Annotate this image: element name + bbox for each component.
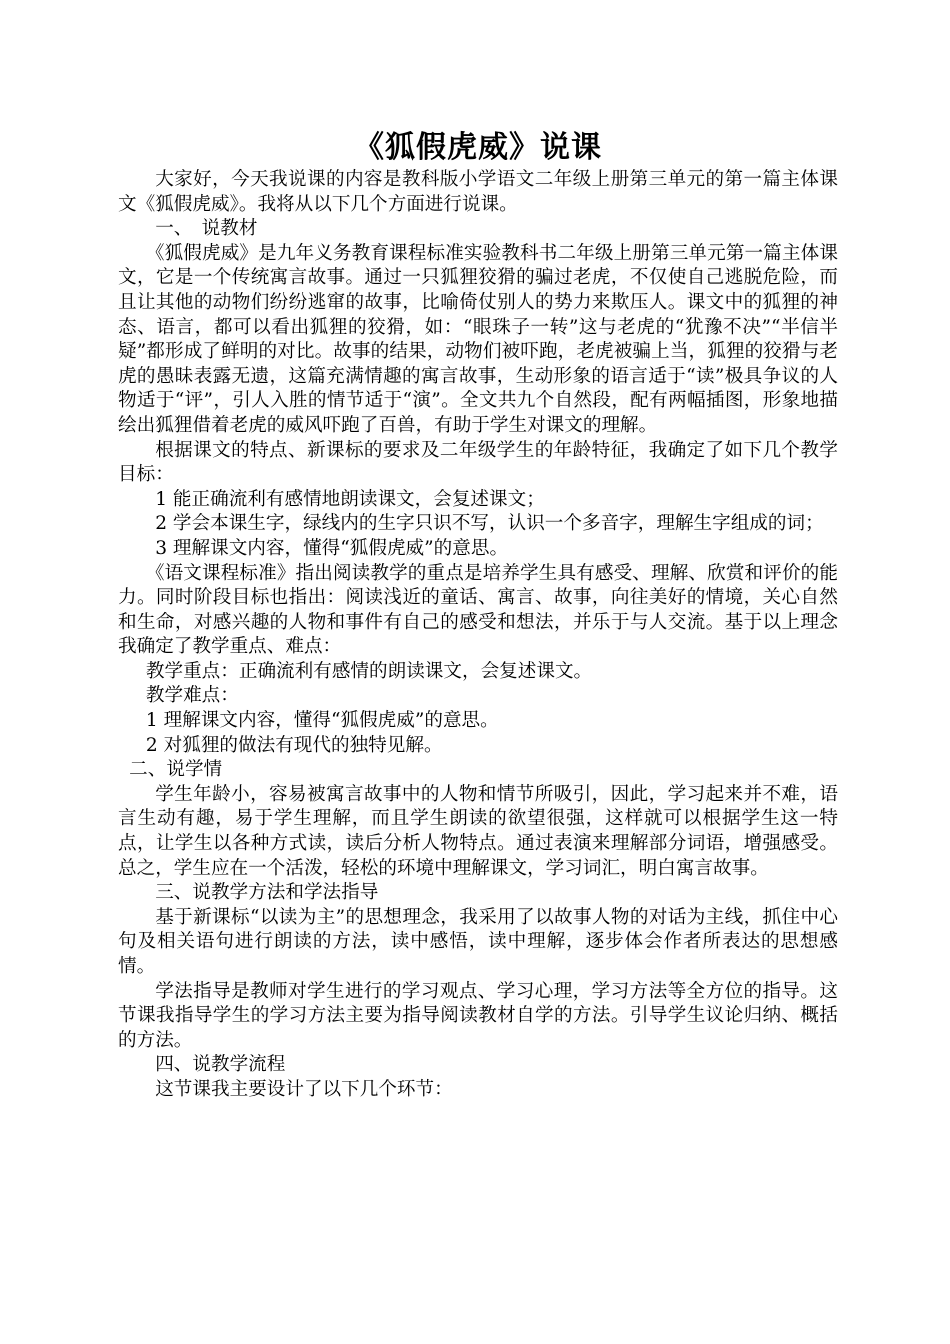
methods-paragraph: 基于新课标“以读为主”的思想理念，我采用了以故事人物的对话为主线，抓住中心句及相关语句进行朗读的方法，读中感悟，读中理解，逐步体会作者所表达的思想感情。 xyxy=(118,906,838,977)
section-heading-process: 四、说教学流程 xyxy=(155,1054,286,1076)
textbook-paragraph: 《狐假虎威》是九年义务教育课程标准实验教科书二年级上册第三单元第一篇主体课文，它是一个传统寓言故事。通过一只狐狸狡猾的骗过老虎，不仅使自己逃脱危险，而且让其他的动物们纷纷逃窜的故事，比喻倚仗别人的势力来欺压人。课文中的狐狸的神态、语言，都可以看出狐狸的狡猾，如：“眼珠子一转”这与老虎的“犹豫不决”“半信半疑”都形成了鲜明的对比。故事的结果，动物们被吓跑，老虎被骗上当，狐狸的狡猾与老虎的愚昧表露无遗，这篇充满情趣的寓言故事，生动形象的语言适于“读”极具争议的人物适于“评”，引人入胜的情节适于“演”。全文共九个自然段，配有两幅插图，形象地描绘出狐狸借着老虎的威风吓跑了百兽，有助于学生对课文的理解。 xyxy=(118,242,838,436)
difficulty-heading: 教学难点： xyxy=(145,685,239,707)
goal-item-3: 3 理解课文内容，懂得“狐假虎威”的意思。 xyxy=(155,537,509,559)
process-intro-line: 这节课我主要设计了以下几个环节： xyxy=(155,1078,453,1100)
study-guidance-paragraph: 学法指导是教师对学生进行的学习观点、学习心理，学习方法等全方位的指导。这节课我指导学生的学习方法主要为指导阅读教材自学的方法。引导学生议论归纳、概括的方法。 xyxy=(118,980,838,1051)
goal-item-2: 2 学会本课生字，绿线内的生字只识不写，认识一个多音字，理解生字组成的词； xyxy=(155,513,824,535)
section-heading-methods: 三、说教学方法和学法指导 xyxy=(155,882,379,904)
learners-paragraph: 学生年龄小，容易被寓言故事中的人物和情节所吸引，因此，学习起来并不难，语言生动有趣，易于学生理解，而且学生朗读的欲望很强，这样就可以根据学生这一特点，让学生以各种方式读，读后分析人物特点。通过表演来理解部分词语，增强感受。总之，学生应在一个活泼，轻松的环境中理解课文，学习词汇，明白寓言故事。 xyxy=(118,783,838,879)
difficulty-item-1: 1 理解课文内容，懂得“狐假虎威”的意思。 xyxy=(145,710,499,732)
goal-item-1: 1 能正确流利有感情地朗读课文，会复述课文； xyxy=(155,488,545,510)
difficulty-item-2: 2 对狐狸的做法有现代的独特见解。 xyxy=(145,734,443,756)
document-page xyxy=(118,128,838,1103)
intro-paragraph: 大家好，今天我说课的内容是教科版小学语文二年级上册第三单元的第一篇主体课文《狐假虎威》。我将从以下几个方面进行说课。 xyxy=(118,169,838,215)
goals-intro-paragraph: 根据课文的特点、新课标的要求及二年级学生的年龄特征，我确定了如下几个教学目标： xyxy=(118,439,838,486)
document-title: 《狐假虎威》说课 xyxy=(354,130,602,165)
section-heading-textbook: 一、 说教材 xyxy=(155,218,258,240)
standards-paragraph: 《语文课程标准》指出阅读教学的重点是培养学生具有感受、理解、欣赏和评价的能力。同时阶段目标也指出：阅读浅近的童话、寓言、故事，向往美好的情境，关心自然和生命，对感兴趣的人物和事件有自己的感受和想法，并乐于与人交流。基于以上理念我确定了教学重点、难点： xyxy=(118,562,838,658)
section-heading-learners: 二、说学情 xyxy=(129,759,223,781)
key-point-line: 教学重点：正确流利有感情的朗读课文，会复述课文。 xyxy=(145,660,593,682)
